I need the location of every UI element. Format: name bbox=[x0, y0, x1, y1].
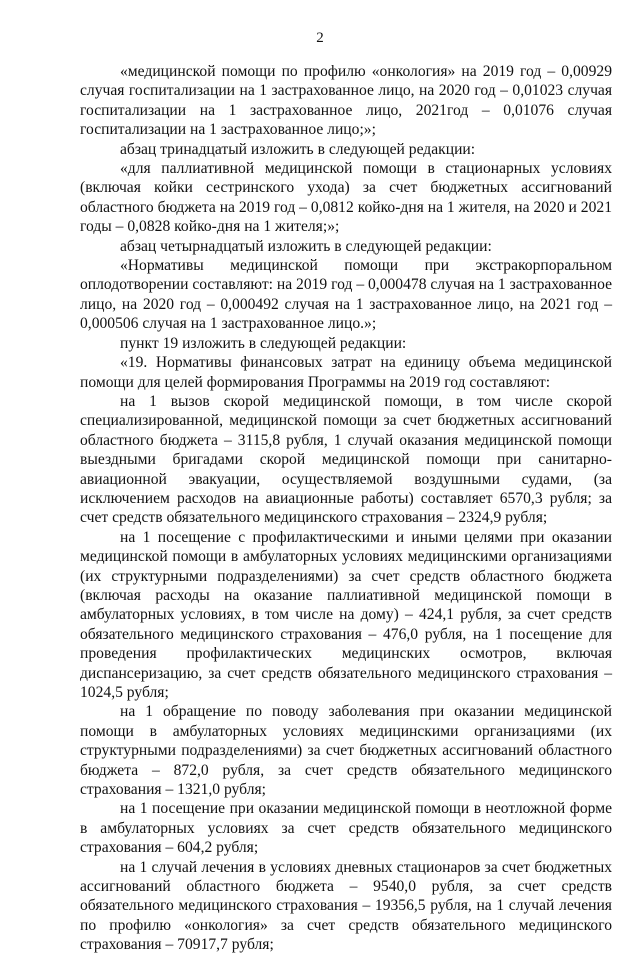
paragraph-instruction-13: абзац тринадцатый изложить в следующей редакции: bbox=[120, 140, 476, 158]
page-number: 2 bbox=[316, 30, 324, 46]
paragraph-instruction-item-19: пункт 19 изложить в следующей редакции: bbox=[120, 334, 407, 352]
paragraph-ivf-norms: «Нормативы медицинской помощи при экстракорпоральном оплодотворении составляют: на 2019 год – 0,000478 случая на 1 застрахованное лицо, на 2020 год – 0,000492 случая на 1 застрахованное лицо, на 2021 год – 0,000506 случая на 1 застрахованное лицо.»; bbox=[80, 257, 612, 333]
paragraph-ambulance-costs: на 1 вызов скорой медицинской помощи, в том числе скорой специализированной, медицинской помощи за счет бюджетных ассигнований областного бюджета – 3115,8 рубля, 1 случай оказания медицинской помощи выездными бригадами скорой медицинской помощи при санитарно-авиационной эвакуации, осуществляемой воздушными судами, (за исключением расходов на авиационные работы) составляет 6570,3 рубля; за счет средств обязательного медицинского страхования – 2324,9 рубля; bbox=[80, 392, 612, 527]
paragraph-palliative-care: «для паллиативной медицинской помощи в стационарных условиях (включая койки сестринского ухода) за счет бюджетных ассигнований областного бюджета на 2019 год – 0,0812 койко-дня на 1 жителя, на 2020 и 2021 годы – 0,0828 койко-дня на 1 жителя;»; bbox=[80, 160, 612, 236]
paragraph-instruction-14: абзац четырнадцатый изложить в следующей редакции: bbox=[120, 237, 492, 255]
paragraph-item-19-heading: «19. Нормативы финансовых затрат на единицу объема медицинской помощи для целей формирования Программы на 2019 год составляют: bbox=[80, 354, 612, 391]
paragraph-disease-appeal-costs: на 1 обращение по поводу заболевания при оказании медицинской помощи в амбулаторных условиях медицинскими организациями (их структурными подразделениями) за счет бюджетных ассигнований областного бюджета – 872,0 рубля, за счет средств обязательного медицинского страхования – 1321,0 рубля; bbox=[80, 703, 612, 799]
paragraph-preventive-visit-costs: на 1 посещение с профилактическими и иными целями при оказании медицинской помощи в амбулаторных условиях медицинскими организациями (их структурными подразделениями) за счет средств областного бюджета (включая расходы на оказание паллиативной медицинской помощи в амбулаторных условиях, в том числе на дому) – 424,1 рубля, за счет средств обязательного медицинского страхования – 476,0 рубля, на 1 посещение для проведения профилактических медицинских осмотров, включая диспансеризацию, за счет средств обязательного медицинского страхования – 1024,5 рубля; bbox=[80, 528, 612, 701]
paragraph-oncology-hospitalization-continuation: «медицинской помощи по профилю «онкология» на 2019 год – 0,00929 случая госпитализации на 1 застрахованное лицо, на 2020 год – 0,01023 случая госпитализации на 1 застрахованное лицо, 2021год – 0,01076 случая госпитализации на 1 застрахованное лицо;»; bbox=[80, 63, 612, 139]
paragraph-day-hospital-costs: на 1 случай лечения в условиях дневных стационаров за счет бюджетных ассигнований областного бюджета – 9540,0 рубля, за счет средств обязательного медицинского страхования – 19356,5 рубля, на 1 случай лечения по профилю «онкология» за счет средств обязательного медицинского страхования – 70917,7 рубля; bbox=[80, 858, 612, 954]
document-body bbox=[80, 62, 612, 955]
paragraph-urgent-care-costs: на 1 посещение при оказании медицинской помощи в неотложной форме в амбулаторных условиях за счет средств обязательного медицинского страхования – 604,2 рубля; bbox=[80, 800, 612, 857]
